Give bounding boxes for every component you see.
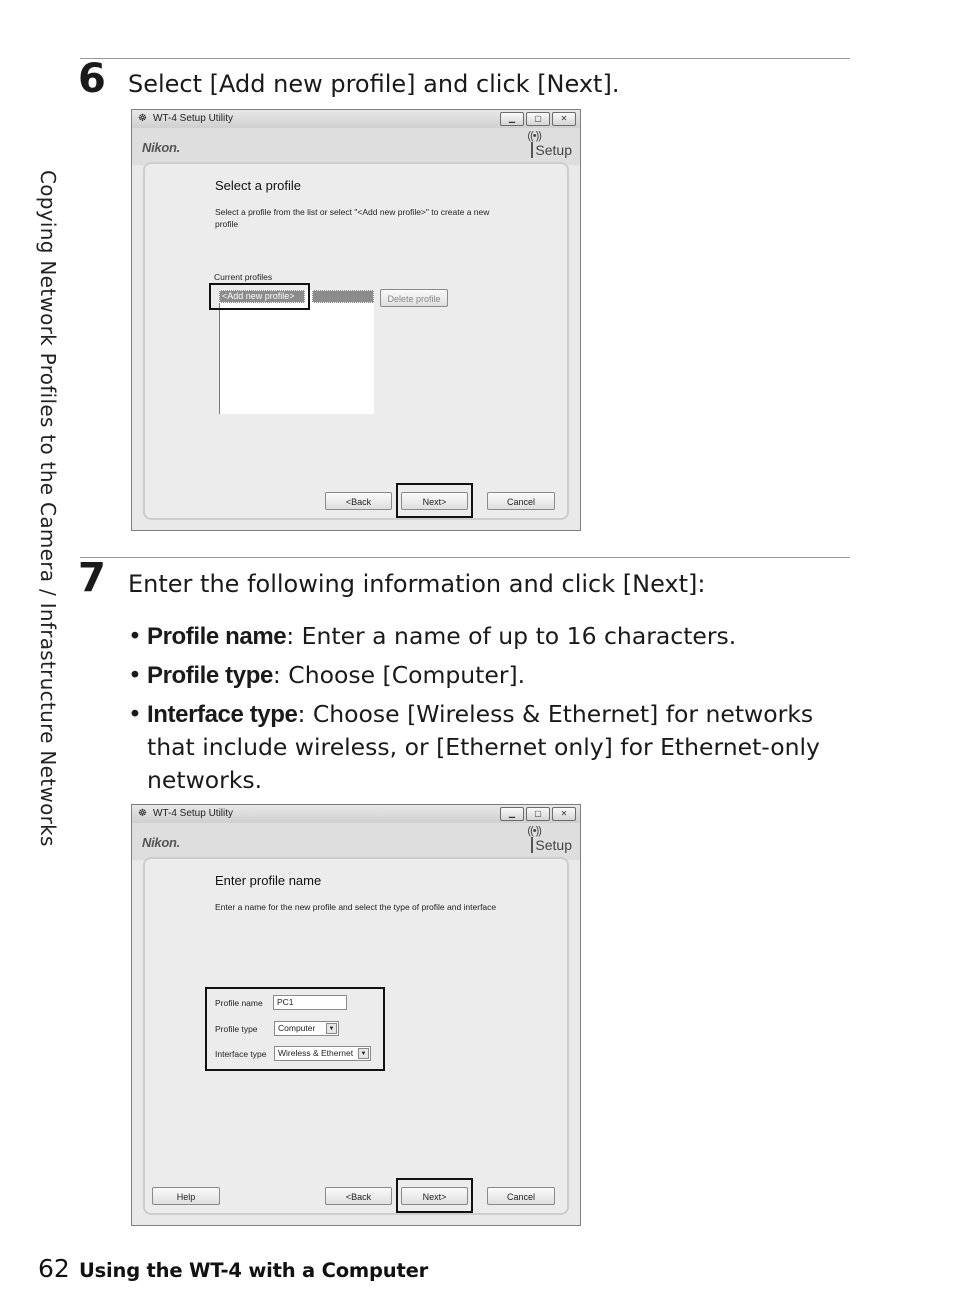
cancel-button[interactable]: Cancel (487, 1187, 555, 1205)
interface-type-select[interactable]: Wireless & Ethernet ▼ (274, 1046, 371, 1061)
side-section-title: Copying Network Profiles to the Camera / Infrastructure Networks (36, 170, 60, 847)
profile-name-input[interactable]: PC1 (273, 995, 347, 1010)
setup-logo: ((•)) Setup (527, 825, 572, 853)
panel-heading: Enter profile name (215, 873, 322, 888)
maximize-icon[interactable]: ▢ (526, 807, 550, 821)
minimize-icon[interactable]: ▁ (500, 807, 524, 821)
back-button[interactable]: <Back (325, 1187, 392, 1205)
step-6-number: 6 (78, 56, 106, 102)
delete-profile-button[interactable]: Delete profile (380, 289, 448, 307)
minimize-icon[interactable]: ▁ (500, 112, 524, 126)
content-panel (143, 162, 569, 520)
chevron-down-icon[interactable]: ▼ (326, 1023, 337, 1034)
step-7-text: Enter the following information and click [Next]: (128, 570, 706, 598)
wireless-icon: ((•)) (527, 130, 541, 142)
window-controls (500, 807, 576, 821)
list-selection-bar (312, 290, 374, 303)
step-7-bullets (128, 620, 848, 803)
step-7-number: 7 (78, 555, 106, 601)
interface-type-label: Interface type (215, 1049, 267, 1059)
setup-logo: ((•)) Setup (527, 130, 572, 158)
next-button[interactable]: Next> (401, 492, 468, 510)
selection-highlight-box (209, 283, 310, 310)
current-profiles-label: Current profiles (214, 272, 273, 282)
page-number: 62 (38, 1254, 70, 1283)
app-icon: ☸ (138, 808, 147, 819)
setup-window-profile-name (131, 804, 581, 1226)
window-controls (500, 112, 576, 126)
wireless-icon: ((•)) (527, 825, 541, 837)
profile-type-select[interactable]: Computer ▼ (274, 1021, 339, 1036)
section-rule-7 (80, 557, 850, 558)
window-title: WT-4 Setup Utility (153, 808, 234, 819)
next-highlight-box (396, 483, 473, 518)
help-button[interactable]: Help (152, 1187, 220, 1205)
next-highlight-box (396, 1178, 473, 1213)
close-icon[interactable]: ✕ (552, 807, 576, 821)
window-title: WT-4 Setup Utility (153, 113, 234, 124)
close-icon[interactable]: ✕ (552, 112, 576, 126)
nikon-logo: Nikon. (142, 140, 180, 155)
footer-chapter-title: Using the WT-4 with a Computer (79, 1259, 429, 1282)
back-button[interactable]: <Back (325, 492, 392, 510)
add-new-profile-item[interactable]: <Add new profile> (219, 290, 305, 303)
step-6-text: Select [Add new profile] and click [Next]. (128, 70, 620, 98)
profile-type-label: Profile type (215, 1024, 258, 1034)
window-titlebar (132, 805, 580, 823)
setup-window-select-profile (131, 109, 581, 531)
bullet-profile-name: • Profile name: Enter a name of up to 16 characters. (128, 622, 737, 650)
bullet-interface-type: • Interface type: Choose [Wireless & Ethernet] for networks that include wireless, or [Ethernet only] for Ethernet-only networks. (128, 700, 820, 794)
content-panel (143, 857, 569, 1215)
cancel-button[interactable]: Cancel (487, 492, 555, 510)
profile-name-label: Profile name (215, 998, 263, 1008)
maximize-icon[interactable]: ▢ (526, 112, 550, 126)
bullet-profile-type: • Profile type: Choose [Computer]. (128, 661, 526, 689)
chevron-down-icon[interactable]: ▼ (358, 1048, 369, 1059)
nikon-logo: Nikon. (142, 835, 180, 850)
window-header (132, 128, 580, 165)
window-header (132, 823, 580, 860)
next-button[interactable]: Next> (401, 1187, 468, 1205)
panel-description: Select a profile from the list or select "<Add new profile>" to create a new profile (215, 207, 490, 229)
window-titlebar (132, 110, 580, 128)
panel-heading: Select a profile (215, 178, 301, 193)
app-icon: ☸ (138, 113, 147, 124)
panel-description: Enter a name for the new profile and select the type of profile and interface (215, 902, 497, 912)
section-rule-6 (80, 58, 850, 59)
